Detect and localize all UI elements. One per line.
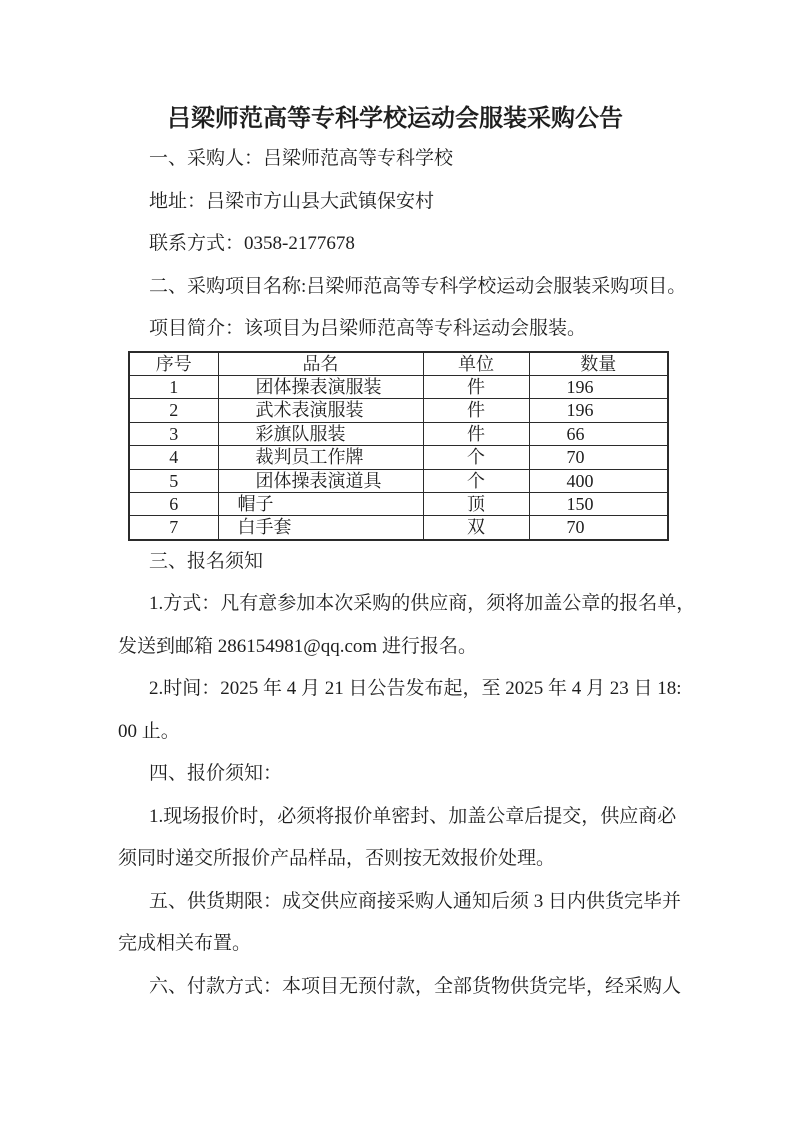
document-title: 吕梁师范高等专科学校运动会服装采购公告 (167, 106, 623, 132)
body-section-bottom (118, 541, 696, 1009)
table-cell-unit: 件 (423, 399, 529, 422)
table-cell-unit: 顶 (423, 492, 529, 515)
table-cell-name: 团体操表演道具 (218, 469, 423, 492)
table-cell-no: 6 (129, 492, 218, 515)
table-cell-no: 5 (129, 469, 218, 492)
table-cell-unit: 双 (423, 516, 529, 540)
paragraph-line: 项目简介：该项目为吕梁师范高等专科运动会服装。 (149, 318, 587, 339)
table-cell-unit: 个 (423, 446, 529, 469)
paragraph-line: 发送到邮箱 286154981@qq.com 进行报名。 (118, 635, 477, 657)
table-cell-no: 4 (129, 446, 218, 469)
table-cell-name: 武术表演服装 (218, 399, 423, 422)
table-row (129, 492, 668, 515)
paragraph-line: 六、付款方式：本项目无预付款，全部货物供货完毕，经采购人 (149, 975, 682, 997)
table-cell-unit: 件 (423, 422, 529, 445)
table-cell-qty: 196 (529, 375, 668, 398)
paragraph-line: 五、供货期限：成交供应商接采购人通知后须 3 日内供货完毕并 (149, 890, 682, 912)
table-cell-qty: 150 (529, 492, 668, 515)
table-cell-no: 1 (129, 375, 218, 398)
table-cell-name: 帽子 (218, 492, 423, 515)
table-header-cell: 序号 (129, 352, 218, 376)
table-header-cell: 数量 (529, 352, 668, 376)
table-cell-unit: 件 (423, 375, 529, 398)
table-row (129, 516, 668, 540)
paragraph-line: 三、报名须知 (149, 550, 264, 572)
table-cell-no: 3 (129, 422, 218, 445)
table-cell-qty: 70 (529, 446, 668, 469)
table-cell-no: 2 (129, 399, 218, 422)
paragraph-line: 完成相关布置。 (118, 933, 252, 955)
table-row (129, 422, 668, 445)
paragraph-line: 地址：吕梁市方山县大武镇保安村 (149, 190, 435, 212)
paragraph-line: 1.方式：凡有意参加本次采购的供应商，须将加盖公章的报名单， (149, 593, 696, 615)
paragraph-line: 一、采购人：吕梁师范高等专科学校 (149, 148, 454, 169)
items-table (128, 351, 669, 541)
table-cell-qty: 196 (529, 399, 668, 422)
table-cell-qty: 66 (529, 422, 668, 445)
table-row (129, 375, 668, 398)
paragraph-line: 联系方式：0358-2177678 (149, 233, 355, 254)
table-header-row (129, 352, 668, 376)
table-cell-name: 团体操表演服装 (218, 375, 423, 398)
table-cell-unit: 个 (423, 469, 529, 492)
paragraph-line: 1.现场报价时，必须将报价单密封、加盖公章后提交，供应商必 (149, 805, 677, 827)
table-cell-name: 白手套 (218, 516, 423, 540)
table-cell-name: 彩旗队服装 (218, 422, 423, 445)
table-cell-qty: 400 (529, 469, 668, 492)
paragraph-line: 二、采购项目名称:吕梁师范高等专科学校运动会服装采购项目。 (149, 275, 687, 297)
table-header-cell: 单位 (423, 352, 529, 376)
body-section-top (118, 138, 687, 351)
paragraph-line: 四、报价须知： (149, 763, 283, 785)
table-header-cell: 品名 (218, 352, 423, 376)
paragraph-line: 2.时间：2025 年 4 月 21 日公告发布起，至 2025 年 4 月 23 日 18: (149, 678, 682, 700)
table-row (129, 399, 668, 422)
paragraph-line: 须同时递交所报价产品样品，否则按无效报价处理。 (118, 848, 556, 870)
table-row (129, 446, 668, 469)
table-cell-name: 裁判员工作牌 (218, 446, 423, 469)
table-cell-qty: 70 (529, 516, 668, 540)
table-row (129, 469, 668, 492)
table-cell-no: 7 (129, 516, 218, 540)
paragraph-line: 00 止。 (118, 720, 180, 742)
